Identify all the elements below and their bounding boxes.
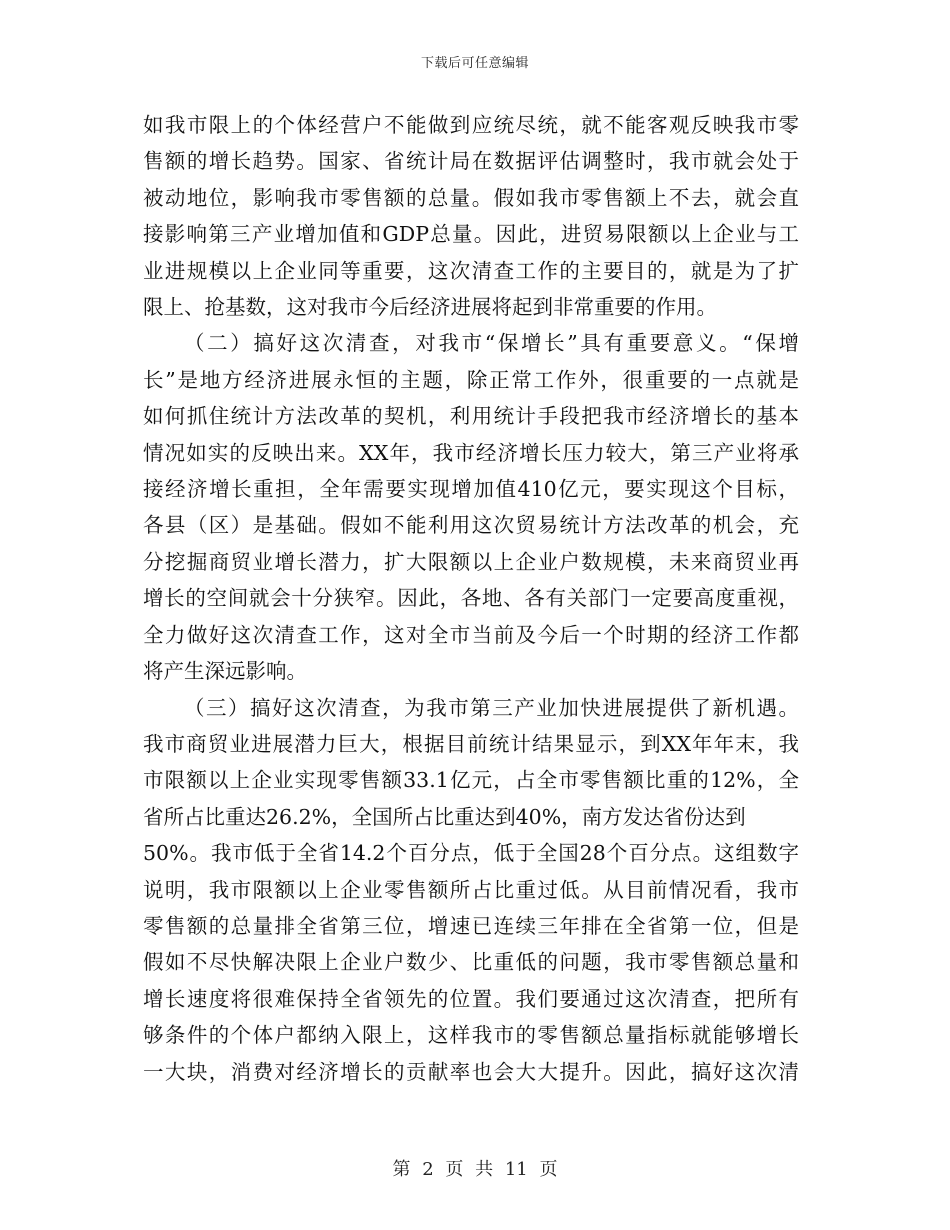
text-line: 业进规模以上企业同等重要，这次清查工作的主要目的，就是为了扩 — [143, 258, 799, 283]
text-line: 说明，我市限额以上企业零售额所占比重过低。从目前情况看，我市 — [143, 877, 799, 902]
text-line: 各县（区）是基础。假如不能利用这次贸易统计方法改革的机会，充 — [143, 513, 799, 538]
text-line: 零售额的总量排全省第三位，增速已连续三年排在全省第一位，但是 — [143, 913, 799, 938]
text-line: 分挖掘商贸业增长潜力，扩大限额以上企业户数规模，未来商贸业再 — [143, 549, 799, 574]
text-line: （二）搞好这次清查，对我市“保增长”具有重要意义。“保增 — [184, 331, 799, 356]
text-line: 限上、抢基数，这对我市今后经济进展将起到非常重要的作用。 — [143, 295, 717, 320]
page-footer: 第 2 页 共 11 页 — [392, 1159, 558, 1180]
text-line: 情况如实的反映出来。XX年，我市经济增长压力较大，第三产业将承 — [143, 440, 799, 465]
text-line: （三）搞好这次清查，为我市第三产业加快进展提供了新机遇。 — [184, 695, 799, 720]
text-line: 全力做好这次清查工作，这对全市当前及今后一个时期的经济工作都 — [143, 622, 799, 647]
text-line: 被动地位，影响我市零售额的总量。假如我市零售额上不去，就会直 — [143, 185, 799, 210]
text-line: 长”是地方经济进展永恒的主题，除正常工作外，很重要的一点就是 — [143, 367, 799, 392]
text-line: 接影响第三产业增加值和GDP总量。因此，进贸易限额以上企业与工 — [143, 222, 799, 247]
text-line: 增长的空间就会十分狭窄。因此，各地、各有关部门一定要高度重视， — [143, 586, 799, 611]
text-line: 如何抓住统计方法改革的契机，利用统计手段把我市经济增长的基本 — [143, 404, 799, 429]
text-line: 50%。我市低于全省14.2个百分点，低于全国28个百分点。这组数字 — [143, 841, 799, 866]
text-line: 增长速度将很难保持全省领先的位置。我们要通过这次清查，把所有 — [143, 986, 799, 1011]
text-line: 够条件的个体户都纳入限上，这样我市的零售额总量指标就能够增长 — [143, 1023, 799, 1048]
header-note: 下载后可任意编辑 — [420, 56, 529, 71]
text-line: 我市商贸业进展潜力巨大，根据目前统计结果显示，到XX年年末，我 — [143, 731, 799, 756]
text-line: 市限额以上企业实现零售额33.1亿元，占全市零售额比重的12%，全 — [143, 768, 799, 793]
text-line: 接经济增长重担，全年需要实现增加值410亿元，要实现这个目标， — [143, 477, 799, 502]
document-body — [143, 107, 799, 1090]
text-line: 如我市限上的个体经营户不能做到应统尽统，就不能客观反映我市零 — [143, 113, 799, 137]
text-line: 一大块，消费对经济增长的贡献率也会大大提升。因此，搞好这次清 — [143, 1059, 799, 1084]
text-line: 假如不尽快解决限上企业户数少、比重低的问题，我市零售额总量和 — [143, 950, 799, 975]
text-line: 售额的增长趋势。国家、省统计局在数据评估调整时，我市就会处于 — [143, 149, 799, 174]
text-line: 省所占比重达26.2%，全国所占比重达到40%，南方发达省份达到 — [143, 804, 746, 829]
text-line: 将产生深远影响。 — [143, 659, 307, 684]
